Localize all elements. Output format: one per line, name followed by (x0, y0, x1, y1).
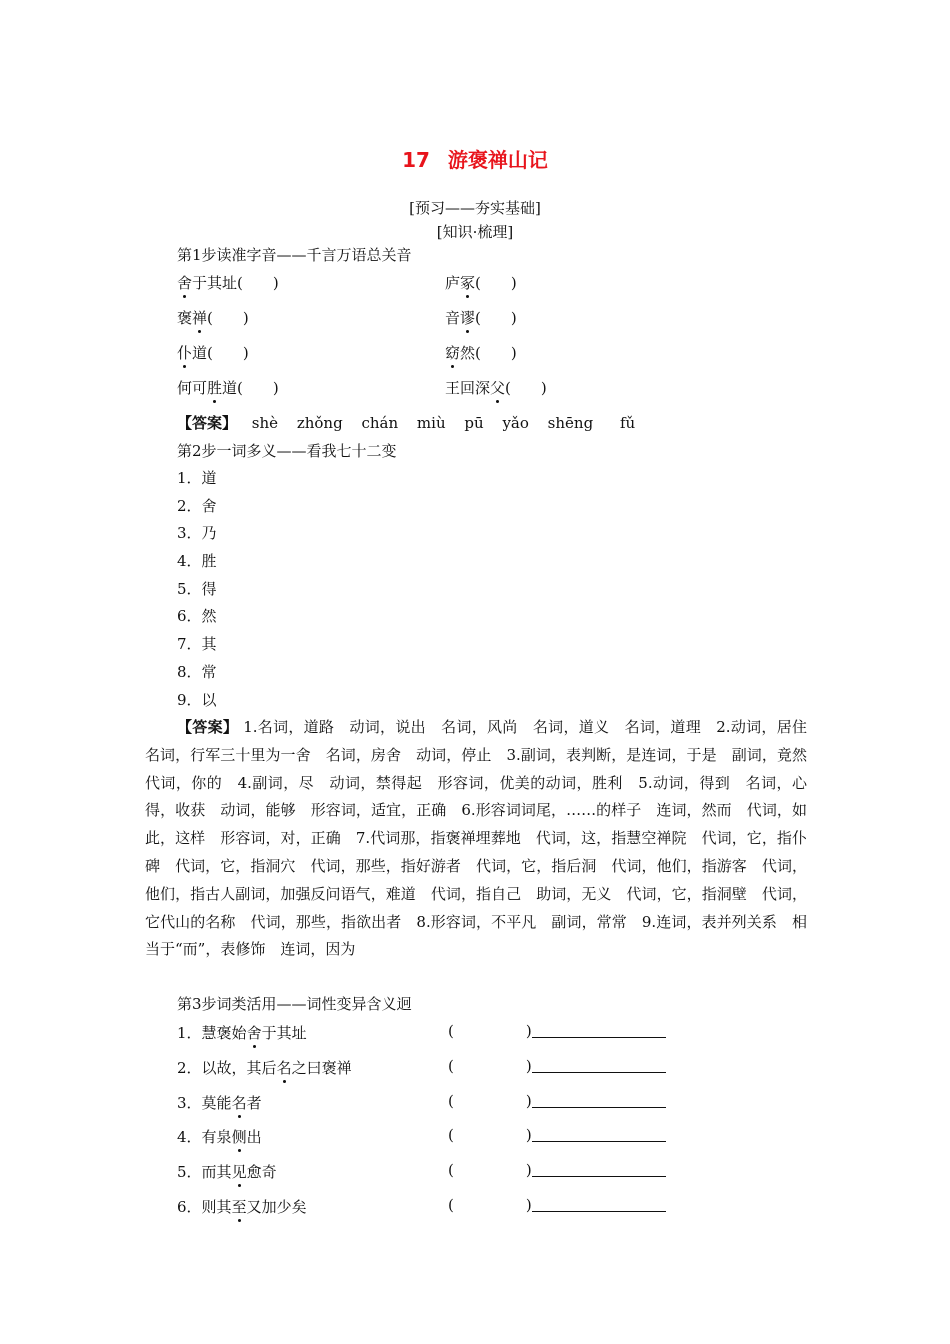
item-text: 愈奇 (246, 1163, 277, 1182)
item-text: 又加少矣 (246, 1198, 307, 1216)
pronunciation-item (177, 377, 279, 398)
pinyin: shēng (547, 414, 594, 432)
answer-blank[interactable] (532, 1058, 666, 1073)
item-text: 之曰褒禅 (291, 1058, 352, 1077)
step3-heading: 第3步词类活用——词性变异含义迥 (177, 995, 412, 1013)
item-text: 音 (445, 309, 461, 327)
item-text: 王回深 (445, 379, 491, 397)
dotted-char: 侧 (231, 1128, 247, 1147)
item-text: 出 (246, 1128, 262, 1147)
exercise-item (177, 1022, 307, 1043)
list-item: 3．乃 (177, 524, 217, 542)
dotted-char: 父 (490, 379, 506, 397)
dotted-char: 窈 (445, 344, 461, 362)
item-number: 4． (177, 1128, 202, 1147)
answer-blank[interactable] (532, 1197, 666, 1212)
list-item: 9．以 (177, 691, 217, 709)
answer-slot[interactable] (448, 1022, 666, 1040)
item-text: 褒 (177, 309, 193, 327)
item-text: ( ) (475, 309, 517, 327)
answer-blank[interactable] (532, 1127, 666, 1142)
item-number: 2． (177, 1058, 202, 1077)
dotted-char: 冢 (460, 274, 476, 292)
pronunciation-item (177, 272, 279, 293)
dotted-char: 名 (276, 1058, 292, 1077)
paren-close: ) (525, 1022, 532, 1040)
item-text: ( ) (207, 309, 249, 327)
answer-slot[interactable] (448, 1126, 666, 1144)
pinyin: yǎo (502, 414, 529, 432)
paren-open: ( (448, 1091, 454, 1110)
exercise-item (177, 1057, 352, 1078)
item-text: 者 (246, 1093, 262, 1112)
answer-label: 【答案】 (177, 414, 238, 432)
item-number: 5． (177, 1163, 202, 1182)
answer-label: 【答案】 (177, 718, 239, 736)
paren-open: ( (448, 1022, 454, 1040)
step1-answer (177, 412, 649, 433)
item-text: 莫能 (201, 1093, 232, 1112)
dotted-char: 见 (231, 1163, 247, 1182)
answer-slot[interactable] (448, 1057, 666, 1075)
paren-close: ) (525, 1196, 532, 1214)
item-number: 1． (177, 1024, 202, 1042)
item-text: ( ) (475, 274, 517, 292)
answer-slot[interactable] (448, 1161, 666, 1179)
list-item: 6．然 (177, 607, 217, 625)
pronunciation-item (445, 377, 547, 398)
paren-open: ( (448, 1196, 454, 1214)
list-item: 8．常 (177, 663, 217, 681)
item-text: ( ) (505, 379, 547, 397)
answer-slot[interactable] (448, 1196, 666, 1214)
answer-text: 1.名词，道路 动词，说出 名词，风尚 名词，道义 名词，道理 2.动词，居住 名词，行军三十里为一舍 名词，房舍 动词，停止 3.副词，表判断，是连词，于是 副词，竟然 代词，你的 4.副词，尽 动词，禁得起 形容词，优美的动词，胜利 5.动词，得到 名词，心得，收获 动词，能够 形容词，适宜，正确 6.形容词词尾，……的样子 连词，然而 代词，如此，这样 形容词，对，正确 7.代词那，指褒禅埋葬地 代词，这，指慧空禅院 代词，它，指仆碑 代词，它，指洞穴 代词，那些，指好游者 代词，它，指后洞 代词，他们，指游客 代词，他们，指古人副词，加强反问语气，难道 代词，指自己 助词，无义 代词，它，指洞壁 代词，它代山的名称 代词，那些，指欲出者 8.形容词，不平凡 副词，常常 9.连词，表并列关系 相当于“而”，表修饰 连词，因为 (145, 718, 823, 959)
item-text: 慧褒始 (201, 1024, 247, 1042)
exercise-item (177, 1092, 262, 1113)
pronunciation-item (445, 342, 517, 363)
lesson-title: 游褒禅山记 (447, 148, 548, 172)
dotted-char: 谬 (460, 309, 476, 327)
item-text: 何可 (177, 379, 208, 397)
pinyin: pū (464, 414, 484, 432)
step2-answer (145, 714, 823, 964)
pronunciation-item (177, 342, 249, 363)
pronunciation-item (445, 307, 517, 328)
item-text: 于其址 (261, 1024, 307, 1042)
answer-blank[interactable] (532, 1023, 666, 1038)
pinyin: miù (416, 414, 446, 432)
step2-heading: 第2步一词多义——看我七十二变 (177, 442, 397, 460)
item-text: 以故，其后 (201, 1058, 277, 1077)
paren-close: ) (525, 1126, 532, 1145)
section-heading: [预习——夯实基础] (409, 199, 541, 217)
item-text: 而其 (201, 1163, 232, 1182)
dotted-char: 舍 (246, 1024, 262, 1042)
list-item: 5．得 (177, 580, 217, 598)
list-item: 1．道 (177, 469, 217, 487)
item-text: 道( ) (222, 379, 279, 397)
paren-open: ( (448, 1126, 454, 1145)
answer-blank[interactable] (532, 1162, 666, 1177)
pronunciation-item (177, 307, 249, 328)
pronunciation-item (445, 272, 517, 293)
exercise-item (177, 1126, 262, 1147)
pinyin: shè (251, 414, 279, 432)
dotted-char: 禅 (192, 309, 208, 327)
answer-slot[interactable] (448, 1092, 666, 1110)
dotted-char: 至 (231, 1198, 247, 1216)
step1-heading: 第1步读准字音——千言万语总关音 (177, 246, 412, 264)
exercise-item (177, 1161, 277, 1182)
pinyin: zhǒng (296, 414, 343, 432)
list-item: 2．舍 (177, 497, 217, 515)
answer-blank[interactable] (532, 1093, 666, 1108)
dotted-char: 胜 (207, 379, 223, 397)
paren-close: ) (525, 1091, 532, 1110)
item-number: 6． (177, 1198, 202, 1216)
item-text: 然( ) (460, 344, 517, 362)
lesson-number: 17 (402, 148, 430, 172)
dotted-char: 舍 (177, 274, 193, 292)
item-text: 庐 (445, 274, 461, 292)
item-text: 道( ) (192, 344, 249, 362)
pinyin: fǔ (619, 414, 636, 432)
list-item: 4．胜 (177, 552, 217, 570)
section-subheading: [知识·梳理] (436, 223, 514, 241)
paren-open: ( (448, 1161, 454, 1180)
pinyin: chán (361, 414, 399, 432)
item-text: 于其址( ) (192, 274, 279, 292)
dotted-char: 仆 (177, 344, 193, 362)
paren-close: ) (525, 1056, 532, 1075)
item-number: 3． (177, 1093, 202, 1112)
paren-close: ) (525, 1161, 532, 1180)
list-item: 7．其 (177, 635, 217, 653)
page-title (0, 144, 950, 173)
item-text: 有泉 (201, 1128, 232, 1147)
item-text: 则其 (201, 1198, 232, 1216)
dotted-char: 名 (231, 1093, 247, 1112)
paren-open: ( (448, 1056, 454, 1075)
exercise-item (177, 1196, 307, 1217)
